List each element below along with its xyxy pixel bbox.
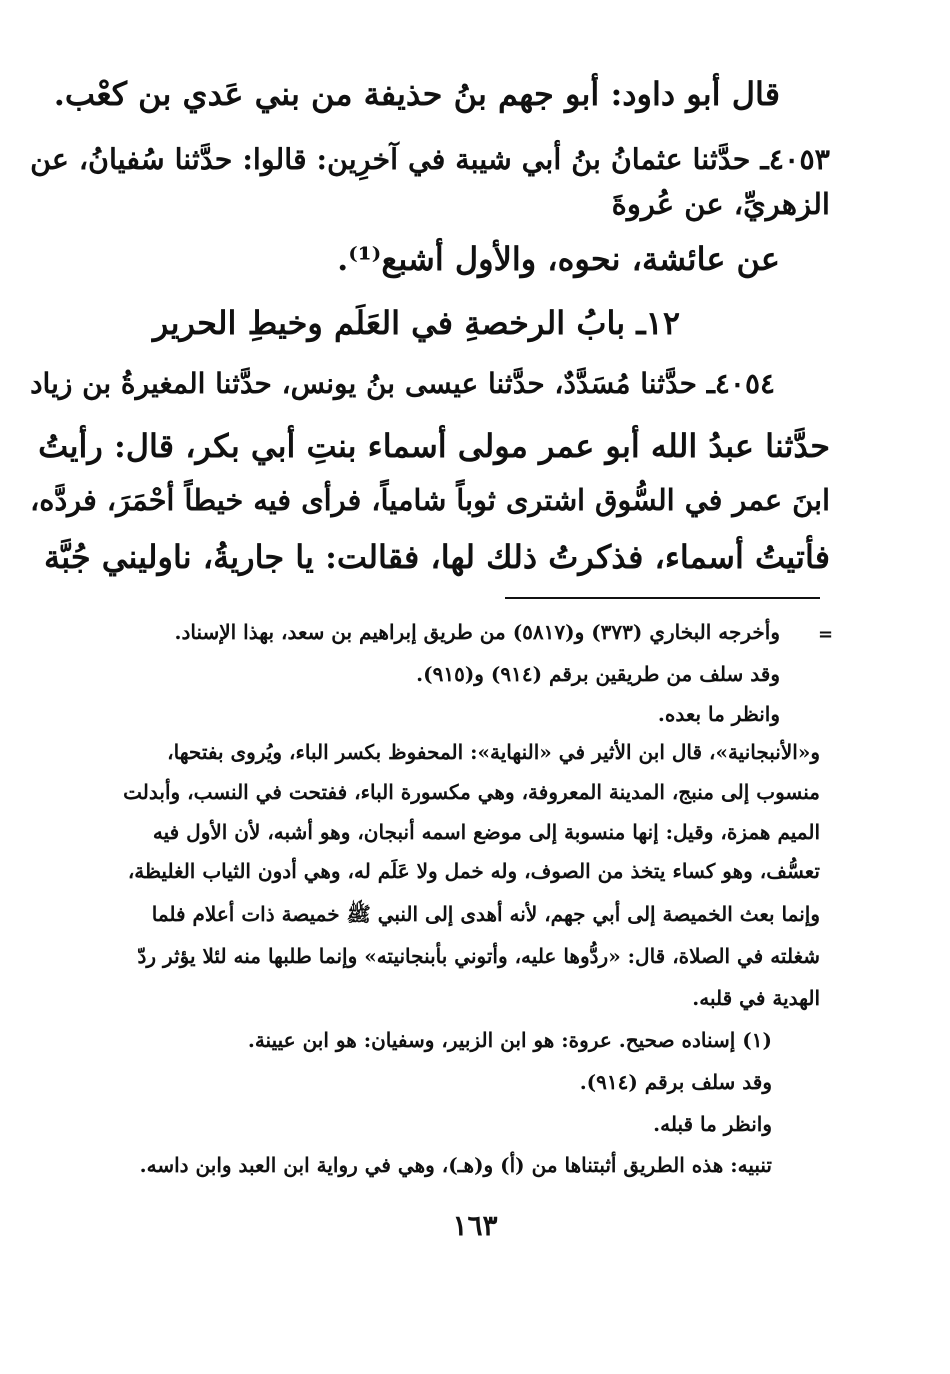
hadith-4054-line: ٤٠٥٤ـ حدَّثنا مُسَدَّدٌ، حدَّثنا عيسى بنُ يونس، حدَّثنا المغيرةُ بن زياد	[30, 367, 775, 400]
hadith-4053-line: ٤٠٥٣ـ حدَّثنا عثمانُ بنُ أبي شيبة في آخرِين: قالوا: حدَّثنا سُفيانُ، عن	[30, 142, 830, 176]
footnote-line: شغلته في الصلاة، قال: «ردُّوها عليه، وأتوني بأبنجانيته» وإنما طلبها منه لئلا يؤثر ردّ	[137, 944, 820, 968]
main-text-line: عن عائشة، نحوه، والأول أشبع⁽¹⁾.	[337, 240, 780, 278]
footnote-line: الهدية في قلبه.	[692, 986, 820, 1010]
main-text-line: الزهريِّ، عن عُروةَ	[611, 187, 830, 221]
chapter-heading: ١٢ـ بابُ الرخصةِ في العَلَم وخيطِ الحرير	[152, 304, 680, 342]
main-text-line: ابنَ عمر في السُّوق اشترى ثوباً شامياً، فرأى فيه خيطاً أحْمَرَ، فردَّه،	[29, 483, 830, 517]
page-number: ١٦٣	[452, 1209, 498, 1242]
footnote-note-line: تنبيه: هذه الطريق أثبتناها من (أ) و(هـ)، وهي في رواية ابن العبد وابن داسه.	[139, 1153, 772, 1177]
footnote-line: الميم همزة، وقيل: إنها منسوبة إلى موضع اسمه أنبجان، وهو أشبه، لأن الأول فيه	[152, 820, 820, 844]
footnote-line: وقد سلف برقم (٩١٤).	[579, 1070, 772, 1094]
footnote-line: و«الأنبجانية»، قال ابن الأثير في «النهاية»: المحفوظ بكسر الباء، ويُروى بفتحها،	[167, 740, 820, 764]
continuation-mark: =	[818, 624, 834, 645]
footnote-line: تعسُّف، وهو كساء يتخذ من الصوف، وله خمل ولا عَلَم له، وهي أدون الثياب الغليظة،	[127, 859, 820, 883]
footnote-line: وإنما بعث الخميصة إلى أبي جهم، لأنه أهدى إلى النبي ﷺ خميصة ذات أعلام فلما	[151, 902, 820, 926]
footnote-1-line: (١) إسناده صحيح. عروة: هو ابن الزبير، وسفيان: هو ابن عيينة.	[247, 1028, 772, 1052]
footnote-line: منسوب إلى منبج، المدينة المعروفة، وهي مكسورة الباء، ففتحت في النسب، وأبدلت	[123, 780, 820, 804]
footnote-line: وانظر ما قبله.	[653, 1112, 772, 1136]
footnote-separator	[505, 597, 820, 599]
footnote-line: وقد سلف من طريقين برقم (٩١٤) و(٩١٥).	[416, 662, 780, 686]
main-text-line: حدَّثنا عبدُ الله أبو عمر مولى أسماء بنتِ أبي بكر، قال: رأيتُ	[38, 427, 830, 465]
footnote-line: وانظر ما بعده.	[657, 702, 780, 726]
main-text-line: فأتيتُ أسماء، فذكرتُ ذلك لها، فقالت: يا جاريةُ، ناوليني جُبَّة	[44, 538, 830, 576]
footnote-line: وأخرجه البخاري (٣٧٣) و(٥٨١٧) من طريق إبراهيم بن سعد، بهذا الإسناد.	[174, 620, 780, 644]
main-text-line: قال أبو داود: أبو جهم بنُ حذيفة من بني عَدي بن كعْب.	[53, 75, 780, 113]
